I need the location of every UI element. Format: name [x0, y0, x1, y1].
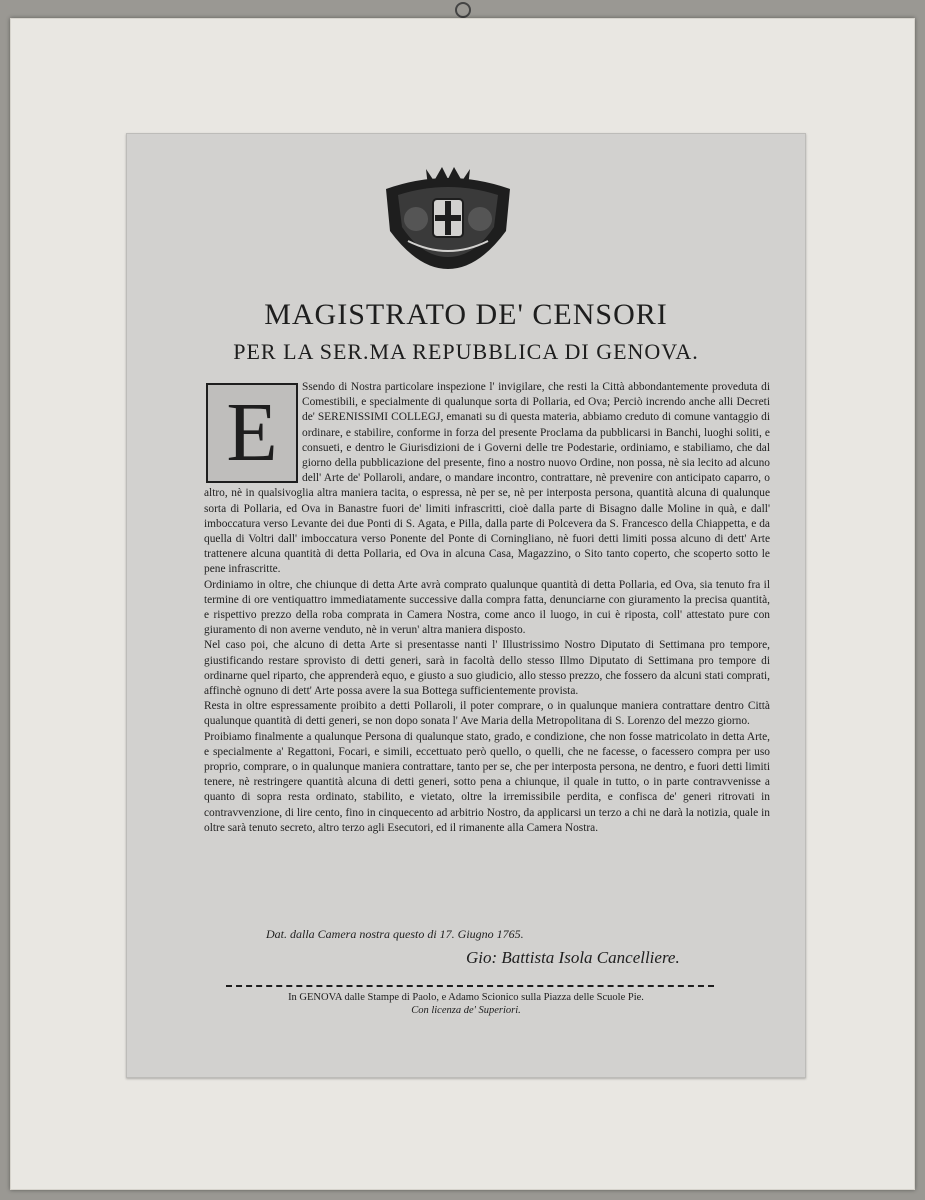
- paragraph-3: Nel caso poi, che alcuno di detta Arte si presentasse nanti l' Illustrissimo Nostro Diputato di Settimana pro tempore, giustificando restare sprovisto di detti generi, sarà in facoltà dello stesso Illmo Diputato di Settimana pro tempore di ordinarne quel riparto, che apprenderà equo, e giusto a suo giudicio, allo stesso prezzo, che fossero da alcuni stati comprati, affinchè ognuno di dett' Arte possa avere la sua Bottega sufficientemente provista.: [204, 639, 770, 698]
- document-subtitle: PER LA SER.MA REPUBBLICA DI GENOVA.: [233, 339, 699, 364]
- hanging-ring: [455, 2, 471, 18]
- paragraph-4: Resta in oltre espressamente proibito a detti Pollaroli, il poter comprare, o in qualunque maniera contrattare dentro Città qualunque quantità di detti generi, se non dopo sonata l' Ave Maria della Metropolitana di S. Lorenzo del mezzo giorno.: [204, 700, 770, 728]
- imprint-line: In GENOVA dalle Stampe di Paolo, e Adamo Scionico sulla Piazza delle Scuole Pie.: [288, 992, 644, 1003]
- paragraph-1: Ssendo di Nostra particolare inspezione l' invigilare, che resti la Città abbondantemente proveduta di Comestibili, e specialmente di qualunque sorta di Pollaria, ed Ova; Perciò increndo anche alli Decreti de' SERENISSIMI COLLEGJ, emanati su di questa materia, abbiamo creduto di comune vantaggio di ordinare, e stabilire, conforme in forza del presente Proclama da pubblicarsi in Banchi, luoghi soliti, e consueti, e dentro le Giurisdizioni de i Governi delle tre Podestarie, ordiniamo, e stabiliamo, che dal giorno della pubblicazione del presente, fino a nostro nuovo Ordine, non possa, nè sia lecito ad alcuno dell' Arte de' Pollaroli, andare, o mandare incontro, contrattare, nè prevenire con anticipato caparro, o altro, nè in qualsivoglia altra maniera tacita, o espressa, nè per se, nè per interposta persona, quantità alcuna di qualunque sorta di Pollaria, ed Ova in Banastre fuori de' limiti infrascritti, cioè dalla parte di Bisagno dalle Moline in quà, e dall' imboccatura verso Levante dei due Ponti di S. Agata, e Pilla, dalla parte di Polcevera da S. Francesco della Chiappetta, e da quella di Voltri dall' imboccatura verso Ponente del Ponte di Corningliano, nè fuori detti limiti possa alcuno di dett' Arte trattenere alcuna quantità di detta Pollaria, ed Ova in alcuna Casa, Magazzino, o Sito tanto coperto, che scoperto sotto le pene infrascritte.: [204, 381, 770, 576]
- paragraph-2: Ordiniamo in oltre, che chiunque di detta Arte avrà comprato qualunque quantità di detta Pollaria, ed Ova, sia tenuto fra il termine di ore ventiquattro immediatamente successive dalla compra fatta, denunciarne con giuramento la precisa quantità, e rispettivo prezzo della roba comprata in Camera Nostra, come anco il luogo, in cui è riposta, coll' attestato pure con giuramento di non averne venduto, nè in verun' altra maniera disposto.: [204, 578, 770, 637]
- proclamation-sheet: [126, 133, 806, 1078]
- initial-letter-glyph: E: [226, 386, 278, 479]
- date-line: Dat. dalla Camera nostra questo di 17. Giugno 1765.: [266, 927, 524, 941]
- coat-of-arms-emblem: [378, 161, 518, 271]
- paragraph-5: Proibiamo finalmente a qualunque Persona di qualunque stato, grado, e condizione, che non fosse matricolato in detta Arte, e specialmente a' Regattoni, Focari, e simili, eccettuato però quello, o quelli, che ne facesse, o facessero compra per uso proprio, comprare, o in qualunque maniera contrattare, tanto per se, che per interposta persona, ne dentro, e fuori detti limiti tenere, nè restringere quantità alcuna di detti generi, sotto pena a chiunque, il quale in tutto, o in parte contravvenisse a quanto di sopra resta ordinato, stabilito, e vietato, oltre la irremissibile perdita, e confisca de' generi ritrovati in contravvenzione, di lire cento, fino in cinquecento ad arbitrio Nostro, da applicarsi un terzo a chi ne darà la notizia, quale in oltre sarà tenuto secreto, altro terzo agli Esecutori, ed il rimanente alla Camera Nostra.: [204, 730, 770, 834]
- proclamation-body: [204, 380, 770, 836]
- signature: Gio: Battista Isola Cancelliere.: [466, 948, 680, 967]
- license-line: Con licenza de' Superiori.: [411, 1005, 521, 1016]
- divider-rule: [226, 985, 714, 987]
- document-title: MAGISTRATO DE' CENSORI: [264, 298, 668, 331]
- printer-imprint: [126, 991, 806, 1017]
